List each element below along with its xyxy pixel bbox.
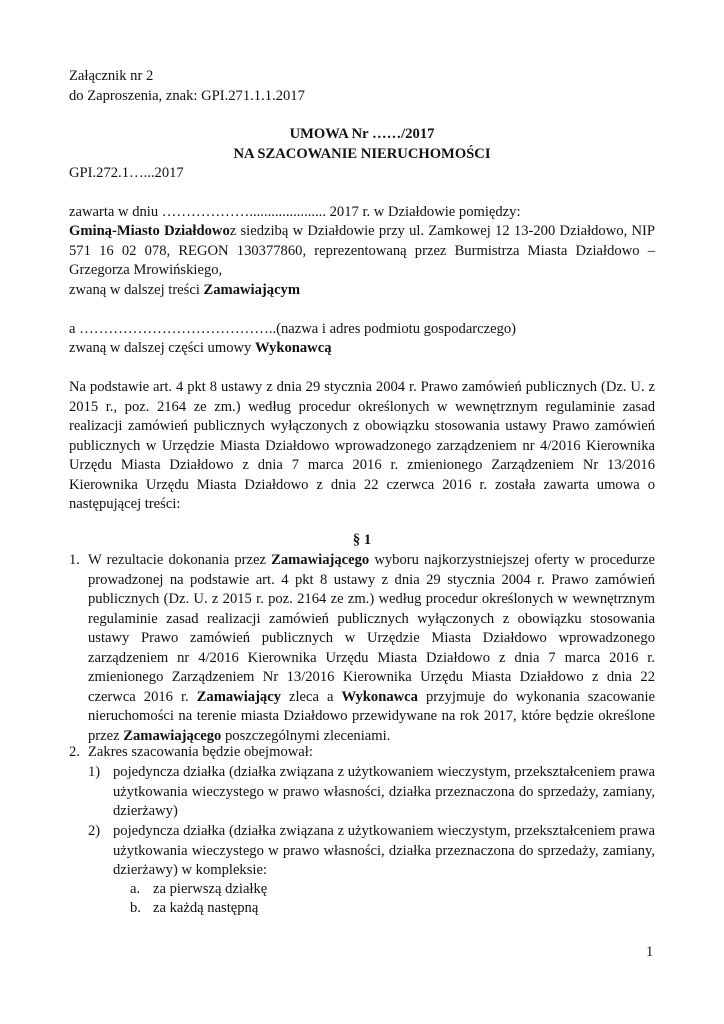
item-body xyxy=(88,551,655,746)
subitem-number: 1) xyxy=(88,764,101,780)
concluded-line: zawarta w dniu ………………..................... 2017 r. w Działdowie pomiędzy: xyxy=(69,204,521,220)
item-number: 1. xyxy=(69,552,80,568)
item-text: poszczególnymi zleceniami. xyxy=(221,727,391,744)
section-heading: § 1 xyxy=(352,532,372,548)
scope-subitem-b xyxy=(130,899,258,919)
subitem-text: za każdą następną xyxy=(153,900,259,916)
client-alias: Zamawiającym xyxy=(203,282,300,298)
contract-title: UMOWA Nr ……/2017 xyxy=(289,126,435,142)
subitem-body: pojedyncza działka (działka związana z użytkowaniem wieczystym, przekształceniem prawa użytkowania wieczystego w prawo własności, działka przeznaczona do sprzedaży, zamiany, dzierżawy) w kompleksie: xyxy=(113,823,655,878)
preamble-paragraph: Na podstawie art. 4 pkt 8 ustawy z dnia 29 stycznia 2004 r. Prawo zamówień publicznych (Dz. U. z 2015 r., poz. 2164 ze zm.) według procedur określonych w wewnętrznym regulaminie zasad realizacji zamówień publicznych wyłączonych z obowiązku stosowania ustawy Prawo zamówień publicznych w Urzędzie Miasta Działdowo wprowadzonego zarządzeniem nr 4/2016 Kierownika Urzędu Miasta Działdowo z dnia 7 marca 2016 r. zmienionego Zarządzeniem Nr 13/2016 Kierownika Urzędu Miasta Działdowo z dnia 22 czerwca 2016 r. została zawarta umowa o następującej treści: xyxy=(69,379,655,512)
contractor-ref: Wykonawca xyxy=(341,688,418,705)
invitation-reference: do Zaproszenia, znak: GPI.271.1.1.2017 xyxy=(69,88,305,104)
client-name: Gminą-Miasto Działdowo xyxy=(69,223,230,239)
section1-item-1 xyxy=(69,551,655,746)
subitem-body: pojedyncza działka (działka związana z użytkowaniem wieczystym, przekształceniem prawa użytkowania wieczystego w prawo własności, działka przeznaczona do sprzedaży, zamiany, dzierżawy) xyxy=(113,764,655,819)
item-number: 2. xyxy=(69,744,80,760)
section1-item-2 xyxy=(69,743,655,763)
case-number: GPI.272.1…...2017 xyxy=(69,165,184,181)
scope-subitem-a xyxy=(130,880,267,900)
client-paragraph xyxy=(69,222,655,281)
scope-item-2 xyxy=(88,822,655,881)
subitem-text: za pierwszą działkę xyxy=(153,881,268,897)
contractor-alias-prefix: zwaną w dalszej części umowy xyxy=(69,340,255,356)
client-ref: Zamawiającego xyxy=(123,727,222,744)
scope-item-1 xyxy=(88,763,655,822)
client-alias-line xyxy=(69,281,655,301)
client-ref: Zamawiającego xyxy=(271,552,370,568)
item-text: zleca a xyxy=(281,688,342,705)
letter-marker: a. xyxy=(130,881,141,897)
item-body: Zakres szacowania będzie obejmował: xyxy=(88,744,313,760)
client-alias-prefix: zwaną w dalszej treści xyxy=(69,282,204,298)
client-details: z siedzibą w Działdowie przy ul. Zamkowej 12 13-200 Działdowo, NIP 571 16 02 078, REGON 130377860, reprezentowaną przez Burmistrza Miasta Działdowo – Grzegorza Mrowińskiego, xyxy=(69,223,656,278)
contractor-alias-line xyxy=(69,339,655,359)
contractor-alias: Wykonawcą xyxy=(255,340,332,356)
subitem-number: 2) xyxy=(88,823,101,839)
client-ref: Zamawiający xyxy=(196,688,281,705)
attachment-label: Załącznik nr 2 xyxy=(69,68,154,84)
contractor-line: a …………………………………..(nazwa i adres podmiotu gospodarczego) xyxy=(69,321,517,337)
item-text: wyboru najkorzystniejszej oferty w procedurze prowadzonej na podstawie art. 4 pkt 8 ustawy z dnia 29 stycznia 2004 r. Prawo zamówień publicznych (Dz. U. z 2015 r. poz. 2164 ze zm.) według procedur określonych w wewnętrznym regulaminie zasad realizacji zamówień publicznych wyłączonych z obowiązku stosowania ustawy Prawo zamówień publicznych w Urzędzie Miasta Działdowo wprowadzonego zarządzeniem nr 4/2016 Kierownika Urzędu Miasta Działdowo z dnia 7 marca 2016 r. zmienionego Zarządzeniem Nr 13/2016 Kierownika Urzędu Miasta Działdowo z dnia 22 czerwca 2016 r. xyxy=(88,552,655,705)
contract-subtitle: NA SZACOWANIE NIERUCHOMOŚCI xyxy=(233,146,491,162)
letter-marker: b. xyxy=(130,900,141,916)
item-text: W rezultacie dokonania przez xyxy=(88,552,272,568)
item-text: przyjmuje do wykonania szacowanie nieruchomości na terenie miasta Działdowo przewidywane na rok 2017, które będzie określone przez xyxy=(88,688,656,744)
page-number: 1 xyxy=(646,944,654,960)
